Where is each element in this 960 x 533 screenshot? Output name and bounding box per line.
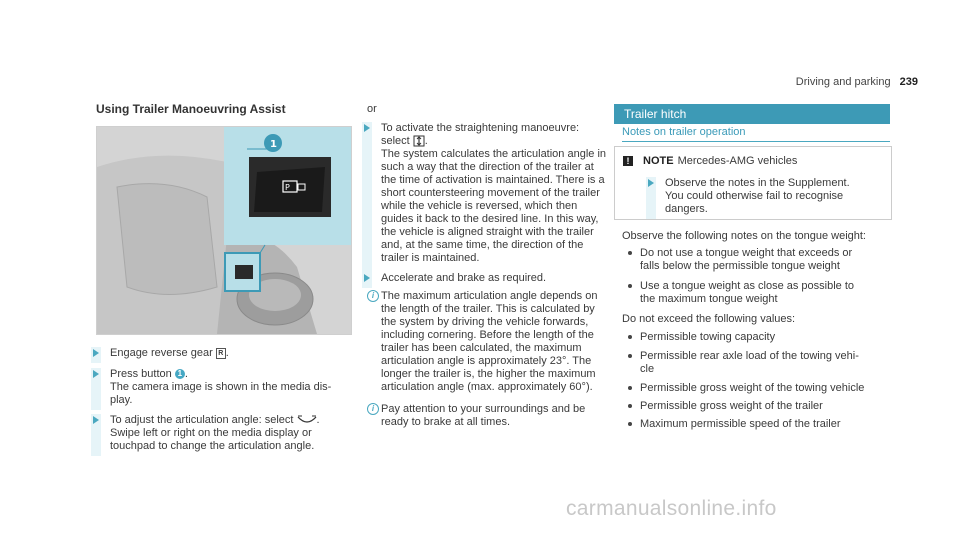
tongue-weight-intro: Observe the following notes on the tongue weight: — [622, 230, 866, 242]
step-arrow-icon — [93, 370, 99, 378]
text-line: articulation angle (max. approximately 60°). — [381, 381, 593, 393]
center-console-illustration — [97, 127, 351, 334]
or-text: or — [367, 103, 377, 115]
text-line: articulation angle is approximately 23°. The — [381, 355, 592, 367]
dashboard-photo — [96, 126, 352, 335]
info-articulation-angle — [367, 290, 622, 396]
svg-text:P: P — [285, 183, 290, 192]
note-subject: Mercedes-AMG vehicles — [677, 155, 798, 167]
callout-badge: 1 — [175, 369, 185, 379]
text-line: the system by driving the vehicle forwards, — [381, 316, 589, 328]
subheader-notes-trailer-operation: Notes on trailer operation — [622, 126, 890, 142]
info-icon: i — [367, 290, 379, 302]
step-arrow-icon — [93, 349, 99, 357]
section-header-trailer-hitch: Trailer hitch — [614, 104, 890, 124]
step-arrow-icon — [364, 124, 370, 132]
text-line: guides it back to the desired line. In this way, — [381, 213, 599, 225]
text-line: The system calculates the articulation angle in — [381, 148, 607, 160]
step-engage-reverse: Engage reverse gear R . — [96, 347, 356, 361]
bullet-item: Permissible gross weight of the towing vehicle — [628, 382, 890, 396]
info-attention: i Pay attention to your surroundings and be ready to brake at all times. — [367, 403, 622, 431]
text-line: trailer is maintained. — [381, 252, 480, 264]
select-line: select . — [381, 135, 428, 147]
bullet-item: Maximum permissible speed of the trailer — [628, 418, 890, 432]
values-intro: Do not exceed the following values: — [622, 313, 796, 325]
step-press-button: Press button 1 . The camera image is shown in the media dis- play. — [96, 368, 356, 408]
page-number: 239 — [899, 76, 918, 88]
text-line: the vehicle is aligned straight with the trailer — [381, 226, 594, 238]
note-box — [614, 146, 892, 220]
note-step: Observe the notes in the Supplement. You could otherwise fail to recognise dangers. — [651, 177, 881, 217]
text-line: and, at the same time, the direction of the — [381, 239, 584, 251]
section-title-trailer-manoeuvring: Using Trailer Manoeuvring Assist — [96, 102, 286, 116]
step-adjust-angle: To adjust the articulation angle: select . Swipe left or right on the media display or touchpad to change the articulation angle. — [96, 414, 356, 454]
text-line: the time of activation is maintained. There is a — [381, 174, 605, 186]
bullet-item: Permissible gross weight of the trailer — [628, 400, 890, 414]
step-arrow-icon — [93, 416, 99, 424]
straightening-icon — [413, 135, 425, 147]
warning-icon: ! — [623, 156, 633, 166]
running-header — [796, 76, 918, 88]
bullet-item: Use a tongue weight as close as possible to the maximum tongue weight — [628, 280, 890, 308]
text-line: while the vehicle is reversed, which then — [381, 200, 578, 212]
step-arrow-icon — [648, 179, 654, 187]
step-arrow-icon — [364, 274, 370, 282]
articulation-angle-icon — [297, 415, 317, 425]
note-label: NOTE — [643, 155, 674, 167]
text-line: trailer has been calculated, the maximum — [381, 342, 582, 354]
step-accelerate: Accelerate and brake as required. — [367, 272, 622, 286]
step-straightening — [367, 122, 622, 270]
info-icon: i — [367, 403, 379, 415]
text-line: the length of the trailer. This is calculated by — [381, 303, 595, 315]
bullet-item: Permissible towing capacity — [628, 331, 890, 345]
text-line: The maximum articulation angle depends on — [381, 290, 598, 302]
bullet-item: Do not use a tongue weight that exceeds or falls below the permissible tongue weight — [628, 247, 890, 275]
svg-text:1: 1 — [270, 139, 277, 150]
header-section: Driving and parking — [795, 76, 891, 88]
reverse-gear-icon: R — [216, 348, 226, 359]
watermark: carmanualsonline.info — [566, 497, 777, 520]
text-line: such a way that the direction of the trailer at — [381, 161, 594, 173]
text-line: longer the trailer is, the higher the maximum — [381, 368, 596, 380]
text-line: short countersteering movement of the trailer — [381, 187, 600, 199]
text-line: including cornering. Before the length of the — [381, 329, 594, 341]
text-line: To activate the straightening manoeuvre: — [381, 122, 580, 134]
bullet-item: Permissible rear axle load of the towing vehi- cle — [628, 350, 890, 378]
